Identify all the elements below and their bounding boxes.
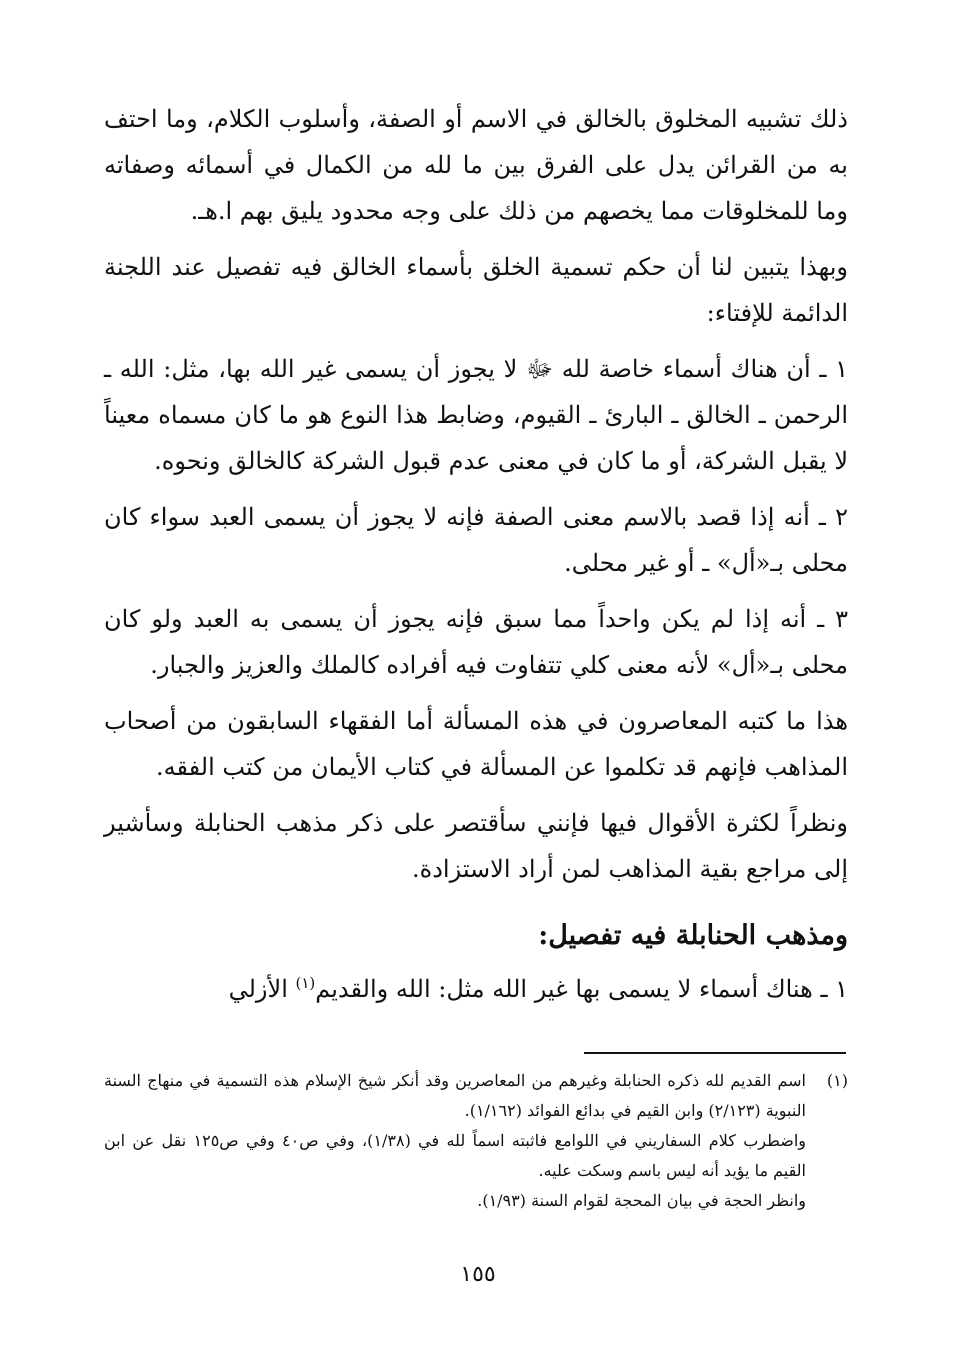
footnote-paragraph: واضطرب كلام السفاريني في اللوامع فاثبته اسماً لله في (١/٣٨)، وفي ص٤٠ وفي ص١٢٥ نقل عن ابن القيم ما يؤيد أنه ليس باسم وسكت عليه. (104, 1131, 806, 1180)
paragraph-contemporaries: هذا ما كتبه المعاصرون في هذه المسألة أما الفقهاء السابقون من أصحاب المذاهب فإنهم قد تكلموا عن المسألة في كتاب الأيمان من كتب الفقه. (104, 707, 848, 781)
list-item-2: ٢ ـ أنه إذا قصد بالاسم معنى الصفة فإنه لا يجوز أن يسمى العبد سواء كان محلى بـ«أل» ـ أو غير محلى. (104, 503, 848, 577)
footnote-text (104, 1066, 806, 1216)
section-heading: ومذهب الحنابلة فيه تفصيل: (538, 920, 848, 951)
list-item-3: ٣ ـ أنه إذا لم يكن واحداً مما سبق فإنه يجوز أن يسمى به العبد ولو كان محلى بـ«أل» لأنه معنى كلي تتفاوت فيه أفراده كالملك والعزيز والجبار. (104, 605, 848, 679)
footnote-paragraph: وانظر الحجة في بيان المحجة لقوام السنة (١/٩٣). (477, 1191, 806, 1210)
footnote-separator (584, 1052, 846, 1054)
main-text-block (104, 96, 848, 1022)
footnote-number: (١) (826, 1071, 848, 1090)
paragraph-1: ذلك تشبيه المخلوق بالخالق في الاسم أو الصفة، وأسلوب الكلام، وما احتف به من القرائن يدل على الفرق بين ما لله من الكمال في أسمائه وصفاته وما للمخلوقات مما يخصهم من ذلك على وجه محدود يليق بهم ا.هـ. (104, 105, 848, 225)
footnote-1 (104, 1066, 848, 1216)
footnote-paragraph: اسم القديم لله ذكره الحنابلة وغيرهم من المعاصرين وقد أنكر شيخ الإسلام هذه التسمية في منهاج السنة النبوية (٢/١٢٣) وابن القيم في بدائع الفوائد (١/١٦٢). (104, 1071, 806, 1120)
list-item-1: ١ ـ أن هناك أسماء خاصة لله ﷻ لا يجوز أن يسمى غير الله بها، مثل: الله ـ الرحمن ـ الخالق ـ البارئ ـ القيوم، وضابط هذا النوع هو ما كان مسماه معيناً لا يقبل الشركة، أو ما كان في معنى عدم قبول الشركة كالخالق ونحوه. (104, 355, 848, 475)
paragraph-hanbali-intro: ونظراً لكثرة الأقوال فيها فإنني سأقتصر على ذكر مذهب الحنابلة وسأشير إلى مراجع بقية المذاهب لمن أراد الاستزادة. (104, 809, 849, 883)
page-number: ١٥٥ (460, 1262, 496, 1287)
footnotes-block (104, 1066, 848, 1216)
hanbali-list-item-1 (104, 966, 848, 1012)
hanbali-item-continuation: الأزلي (228, 975, 296, 1003)
footnote-reference: (١) (295, 974, 316, 992)
hanbali-item-text: ١ ـ هناك أسماء لا يسمى بها غير الله مثل: الله والقديم (315, 975, 848, 1003)
paragraph-2: وبهذا يتبين لنا أن حكم تسمية الخلق بأسماء الخالق فيه تفصيل عند اللجنة الدائمة للإفتاء: (104, 253, 848, 327)
